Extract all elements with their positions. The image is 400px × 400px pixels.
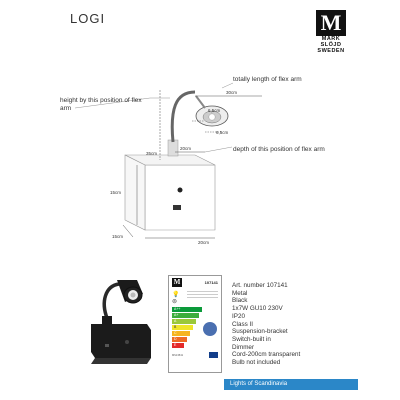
dim-arm-length: 30cm <box>226 90 238 95</box>
switch-knob <box>178 188 183 193</box>
logo-line-1: MARK <box>321 36 341 42</box>
spec-item: Bulb not included <box>232 359 281 367</box>
spec-item: 1x7W GU10 230V <box>232 305 283 313</box>
product-title: LOGI <box>70 11 106 26</box>
product-photo <box>85 272 165 372</box>
flex-arm <box>172 92 195 142</box>
label-code: MS13541 <box>172 353 184 357</box>
photo-shade <box>117 280 143 303</box>
label-text-block <box>187 291 218 305</box>
photo-box <box>91 324 151 358</box>
lamp-icon: ⊚ <box>172 299 178 305</box>
photo-switch <box>125 340 129 344</box>
photo-box-shelf <box>91 358 151 364</box>
label-icon-column <box>172 291 185 305</box>
logo-mark: M <box>316 10 346 36</box>
note-height-position: height by this position of flex arm <box>60 97 142 112</box>
energy-class-app: A++ <box>172 307 202 312</box>
arm-base-plate <box>168 140 178 156</box>
spec-item: Cord-200cm transparent <box>232 351 301 359</box>
note-total-length: totally length of flex arm <box>233 76 302 83</box>
energy-class-e: E <box>172 343 184 348</box>
energy-class-c: C <box>172 331 190 336</box>
energy-class-ap: A+ <box>172 313 199 318</box>
energy-label-card <box>168 275 222 373</box>
dim-box-depth: 15cm <box>112 234 124 239</box>
spec-item: IP20 <box>232 312 245 320</box>
label-logo-mark: M <box>173 278 181 286</box>
spec-item: Switch-built in <box>232 335 271 343</box>
note-depth-position: depth of this position of flex arm <box>233 146 325 153</box>
dim-box-width: 20cm <box>198 240 210 245</box>
logo-line-2: SLÖJD <box>320 42 342 48</box>
dim-shade-diameter: 6,5cm <box>216 130 229 135</box>
label-number: 107141 <box>204 280 218 285</box>
spec-item: Dimmer <box>232 343 255 351</box>
spec-item: Suspension-bracket <box>232 328 288 336</box>
box-side <box>125 155 145 230</box>
spec-item: Art. number 107141 <box>232 282 288 289</box>
footer-bar: Lights of Scandinavia <box>224 379 358 390</box>
dim-arm-height: 35cm <box>146 151 158 156</box>
eu-flag-icon <box>209 352 218 358</box>
energy-class-d: D <box>172 337 187 342</box>
photo-usb <box>105 344 109 347</box>
spec-item: Black <box>232 297 248 305</box>
spec-item: Metal <box>232 289 248 297</box>
dim-arm-depth: 20cm <box>180 146 192 151</box>
label-fine-print <box>187 291 218 300</box>
bulb-class-icon <box>203 322 217 336</box>
dim-box-height: 15cm <box>110 190 122 195</box>
spec-list <box>232 282 300 367</box>
box-front <box>145 165 215 230</box>
bulb-icon: 💡 <box>172 292 180 298</box>
photo-arm-base <box>102 316 112 324</box>
box-outline <box>125 155 215 230</box>
energy-class-a: A <box>172 319 196 324</box>
spec-item: Class II <box>232 320 253 328</box>
dim-shade-depth: 6,5cm <box>208 108 221 113</box>
usb-socket <box>173 205 181 210</box>
energy-class-b: B <box>172 325 193 330</box>
photo-flex-arm <box>104 284 119 318</box>
logo-line-3: SWEDEN <box>317 48 345 54</box>
